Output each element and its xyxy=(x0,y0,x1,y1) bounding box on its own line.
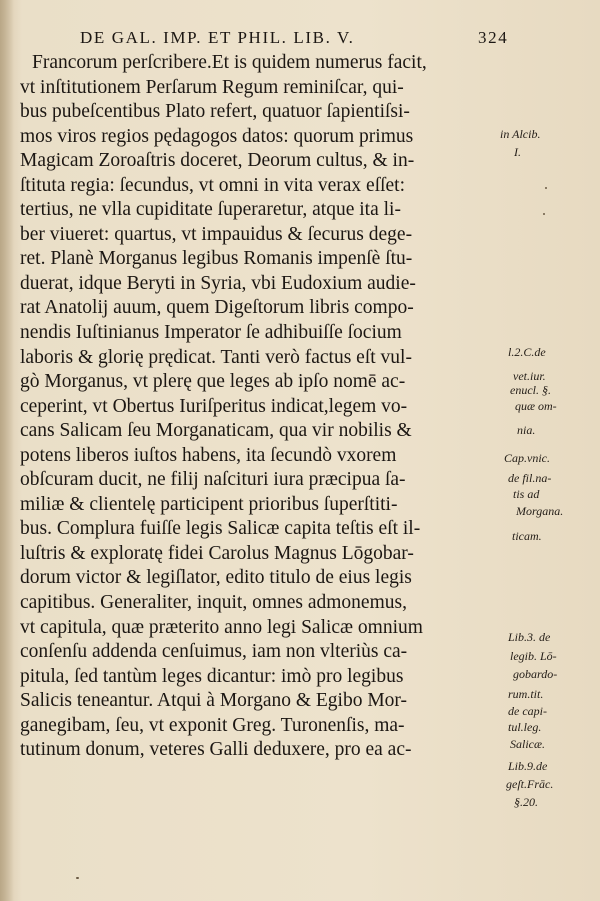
margin-note: l.2.C.de xyxy=(508,345,546,359)
margin-note: §.20. xyxy=(514,795,538,809)
page-number: 324 xyxy=(478,28,509,47)
text-line: ceperint, vt Obertus Iuriſperitus indicat,legem vo- xyxy=(20,395,408,417)
text-line: rat Anatolij auum, quem Digeſtorum libris compo- xyxy=(20,297,414,319)
text-line: Magicam Zoroaſtris doceret, Deorum cultus, & in- xyxy=(20,150,415,172)
text-line: dorum victor & legiſlator, edito titulo de eius legis xyxy=(20,567,412,589)
margin-note: quæ om- xyxy=(515,399,557,413)
margin-note: in Alcib. xyxy=(500,127,541,141)
text-line: bus. Complura fuiſſe legis Salicæ capita teſtis eſt il- xyxy=(20,518,421,540)
margin-note: tul.leg. xyxy=(508,720,542,734)
text-line: nendis Iuſtinianus Imperator ſe adhibuiſſe ſocium xyxy=(20,322,402,344)
margin-note: gobardo- xyxy=(513,667,558,681)
margin-note: Morgana. xyxy=(516,504,564,518)
margin-note: de capi- xyxy=(508,704,547,718)
ink-speck xyxy=(543,213,545,215)
text-line: ret. Planè Morganus legibus Romanis impenſè ſtu- xyxy=(20,248,413,270)
text-line: mos viros regios pędagogos datos: quorum primus xyxy=(20,125,414,147)
margin-note: vet.iur. xyxy=(513,369,546,383)
text-line: obſcuram ducit, ne filij naſcituri iura præcipua ſa- xyxy=(20,469,406,491)
margin-note: nia. xyxy=(517,423,536,437)
text-line: bus pubeſcentibus Plato refert, quatuor ſapientiſsi- xyxy=(20,101,410,123)
margin-note: Lib.9.de xyxy=(508,759,548,773)
text-line: conſenſu addenda cenſuimus, iam non vlteriùs ca- xyxy=(20,641,408,663)
text-line: miliæ & clientelę participent prioribus ſuperſtiti- xyxy=(20,493,398,515)
running-head-title: DE GAL. IMP. ET PHIL. LIB. V. xyxy=(80,28,355,47)
text-line: tutinum donum, veteres Galli deduxere, pro ea ac- xyxy=(20,739,412,761)
margin-note: tis ad xyxy=(513,487,540,501)
text-line: luſtris & exploratę fidei Carolus Magnus Lōgobar- xyxy=(20,542,414,564)
text-line: ſtituta regia: ſecundus, vt omni in vita verax eſſet: xyxy=(20,174,406,196)
body-text xyxy=(20,51,520,763)
margin-note: rum.tit. xyxy=(508,687,544,701)
margin-note: Salicæ. xyxy=(510,737,545,751)
text-line: capitibus. Generaliter, inquit, omnes admonemus, xyxy=(20,592,407,614)
ink-speck xyxy=(76,877,79,879)
margin-note: I. xyxy=(514,145,521,159)
margin-note: geſt.Frāc. xyxy=(506,777,554,791)
text-line: pitula, ſed tantùm leges dicantur: imò pro legibus xyxy=(20,665,404,687)
margin-note: Lib.3. de xyxy=(508,630,551,644)
ink-speck xyxy=(545,187,547,189)
margin-note: ticam. xyxy=(512,529,542,543)
margin-note: enucl. §. xyxy=(510,383,551,397)
text-line: duerat, idque Beryti in Syria, vbi Eudoxium audie- xyxy=(20,272,416,294)
gutter-shadow xyxy=(0,0,14,901)
text-line: Salicis teneantur. Atqui à Morgano & Egibo Mor- xyxy=(20,690,408,712)
text-line: tertius, ne vlla cupiditate ſuperaretur, atque ita li- xyxy=(20,199,401,221)
text-line: laboris & glorię prędicat. Tanti verò factus eſt vul- xyxy=(20,346,412,368)
margin-note: de fil.na- xyxy=(508,471,552,485)
margin-note: legib. Lō- xyxy=(510,649,557,663)
margin-note: Cap.vnic. xyxy=(504,451,550,465)
text-line: potens liberos iuſtos habens, ita ſecundò vxorem xyxy=(20,444,397,466)
text-line: ber viueret: quartus, vt impauidus & ſecurus dege- xyxy=(20,223,413,245)
text-line: vt inſtitutionem Perſarum Regum reminiſcar, qui- xyxy=(20,76,404,98)
text-line: cans Salicam ſeu Morganaticam, qua vir nobilis & xyxy=(20,420,412,442)
text-line: vt capitula, quæ præterito anno legi Salicæ omnium xyxy=(20,616,423,638)
text-line: Francorum perſcribere.Et is quidem numerus facit, xyxy=(32,52,427,73)
text-line: gò Morganus, vt plerę que leges ab ipſo nomē ac- xyxy=(20,371,406,393)
text-line: ganegibam, ſeu, vt exponit Greg. Turonenſis, ma- xyxy=(20,714,405,736)
